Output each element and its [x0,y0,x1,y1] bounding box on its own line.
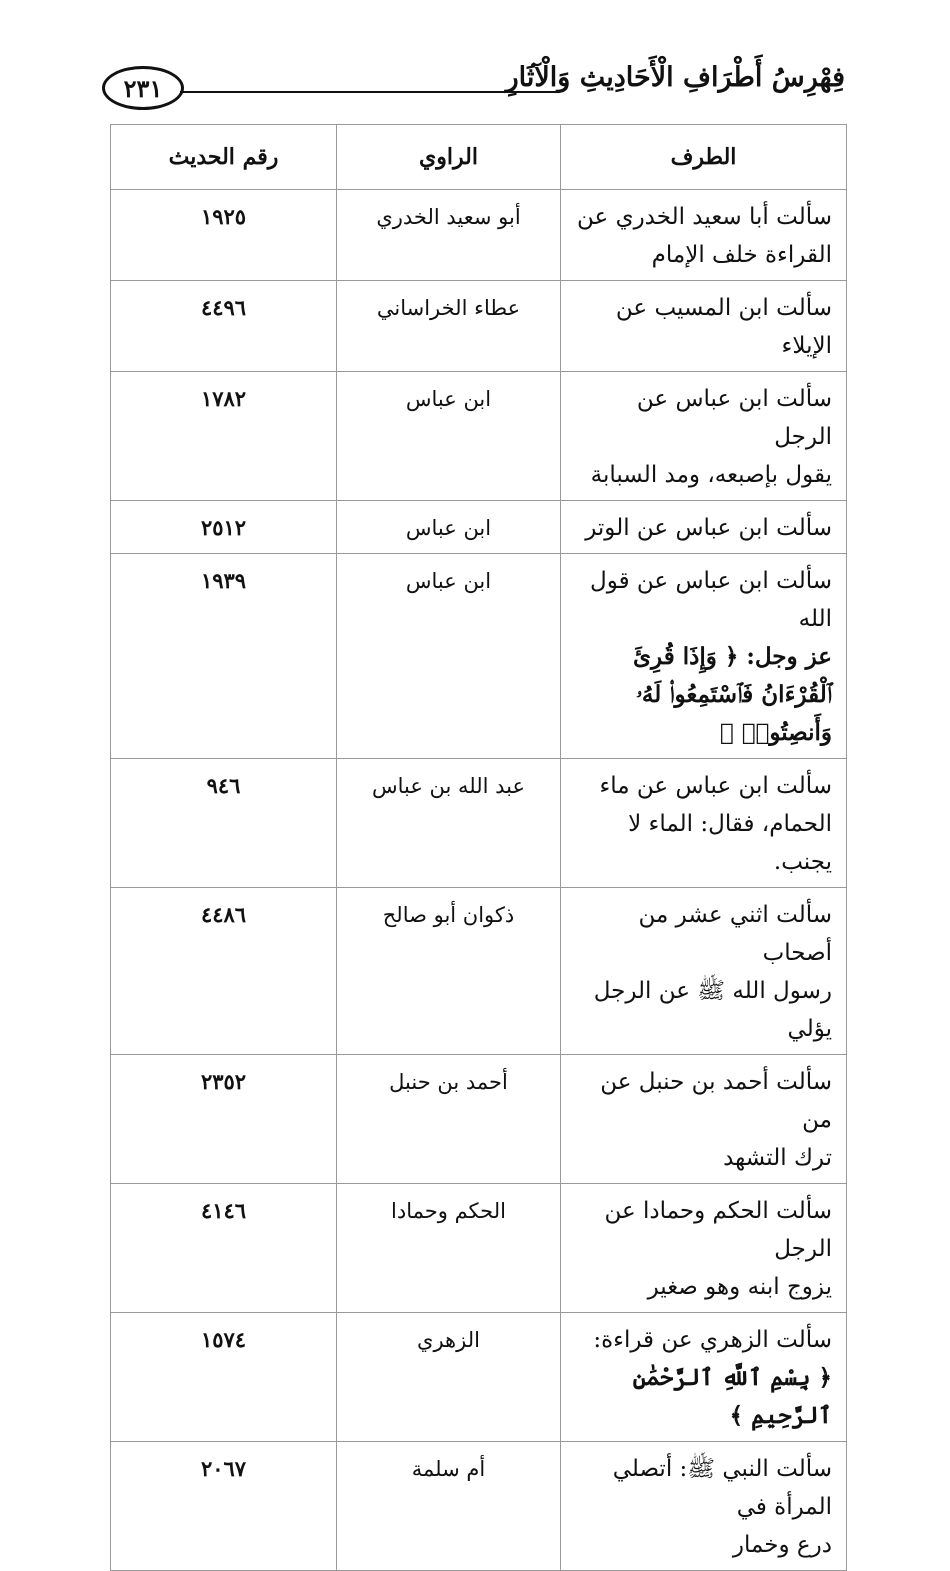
cell-rawi: أم سلمة [337,1442,561,1571]
cell-hadith-number: ١٩٢٥ [111,190,337,281]
cell-hadith-number: ٤١٤٦ [111,1184,337,1313]
cell-taraf [561,1055,847,1184]
cell-taraf [561,190,847,281]
taraf-line: يزوج ابنه وهو صغير [647,1274,832,1300]
cell-rawi: الزهري [337,1313,561,1442]
cell-hadith-number: ٤٤٨٦ [111,888,337,1055]
table-row [111,888,847,1055]
cell-taraf [561,1184,847,1313]
table-row [111,501,847,554]
cell-rawi: ابن عباس [337,501,561,554]
cell-taraf [561,888,847,1055]
taraf-line: عز وجل: ﴿ وَإِذَا قُرِئَ [633,643,832,670]
table-row [111,1184,847,1313]
taraf-line: ٱلْقُرْءَانُ فَٱسْتَمِعُوا۟ لَهُۥ [636,681,832,708]
cell-rawi: ابن عباس [337,372,561,501]
cell-hadith-number: ٤٤٩٦ [111,281,337,372]
cell-hadith-number: ١٧٨٢ [111,372,337,501]
taraf-line: سألت ابن عباس عن الرجل [636,386,832,450]
cell-taraf [561,501,847,554]
column-header-taraf: الطرف [561,125,847,190]
cell-taraf [561,1313,847,1442]
taraf-line: سألت ابن عباس عن قول الله [590,568,832,632]
taraf-line: الحمام، فقال: الماء لا يجنب. [628,811,832,875]
page-header [100,60,845,116]
taraf-line: وَأَنصِتُوا۟ ﴾ [719,719,832,746]
taraf-line: سألت ابن عباس عن الوتر [585,515,832,541]
table-row [111,372,847,501]
header-rule [180,91,560,93]
taraf-line: سألت الحكم وحمادا عن الرجل [604,1198,832,1262]
cell-hadith-number: ٢٥١٢ [111,501,337,554]
cell-rawi: ابن عباس [337,554,561,759]
taraf-line: ترك التشهد [723,1145,832,1171]
table-row [111,759,847,888]
cell-taraf [561,759,847,888]
table-row [111,1055,847,1184]
taraf-line: درع وخمار [732,1532,832,1558]
taraf-line: القراءة خلف الإمام [651,242,832,268]
header-title: فِهْرِسُ أَطْرَافِ الْأَحَادِيثِ وَالْآثَارِ [505,62,845,93]
cell-taraf [561,372,847,501]
column-header-number: رقم الحديث [111,125,337,190]
table-header-row [111,125,847,190]
cell-taraf [561,281,847,372]
cell-rawi: ذكوان أبو صالح [337,888,561,1055]
cell-rawi: عطاء الخراساني [337,281,561,372]
taraf-line: سألت النبي ﷺ: أتصلي المرأة في [612,1456,832,1520]
taraf-line: سألت ابن المسيب عن الإيلاء [615,295,832,359]
cell-taraf [561,554,847,759]
taraf-line: سألت ابن عباس عن ماء [599,773,832,799]
cell-hadith-number: ٢٣٥٢ [111,1055,337,1184]
cell-rawi: أحمد بن حنبل [337,1055,561,1184]
taraf-line: يقول بإصبعه، ومد السبابة [590,462,832,488]
taraf-line: سألت اثني عشر من أصحاب [638,902,832,966]
taraf-line: سألت الزهري عن قراءة: [593,1327,832,1353]
cell-hadith-number: ١٩٣٩ [111,554,337,759]
page-number: ٢٣١ [102,66,184,110]
cell-taraf [561,1442,847,1571]
cell-hadith-number: ١٥٧٤ [111,1313,337,1442]
cell-rawi: عبد الله بن عباس [337,759,561,888]
column-header-rawi: الراوي [337,125,561,190]
cell-rawi: الحكم وحمادا [337,1184,561,1313]
taraf-line: سألت أحمد بن حنبل عن من [600,1069,832,1133]
table-row [111,190,847,281]
cell-hadith-number: ٢٠٦٧ [111,1442,337,1571]
taraf-line: سألت أبا سعيد الخدري عن [577,204,832,230]
table-row [111,1442,847,1571]
taraf-line: ﴿ بِسْمِ ٱللَّهِ ٱلرَّحْمَٰنِ ٱلرَّحِيمِ ﴾ [632,1364,832,1429]
cell-rawi: أبو سعيد الخدري [337,190,561,281]
cell-hadith-number: ٩٤٦ [111,759,337,888]
table-row [111,281,847,372]
taraf-line: رسول الله ﷺ عن الرجل يؤلي [593,978,832,1042]
hadith-index-table [110,124,847,1571]
table-row [111,1313,847,1442]
table-row [111,554,847,759]
